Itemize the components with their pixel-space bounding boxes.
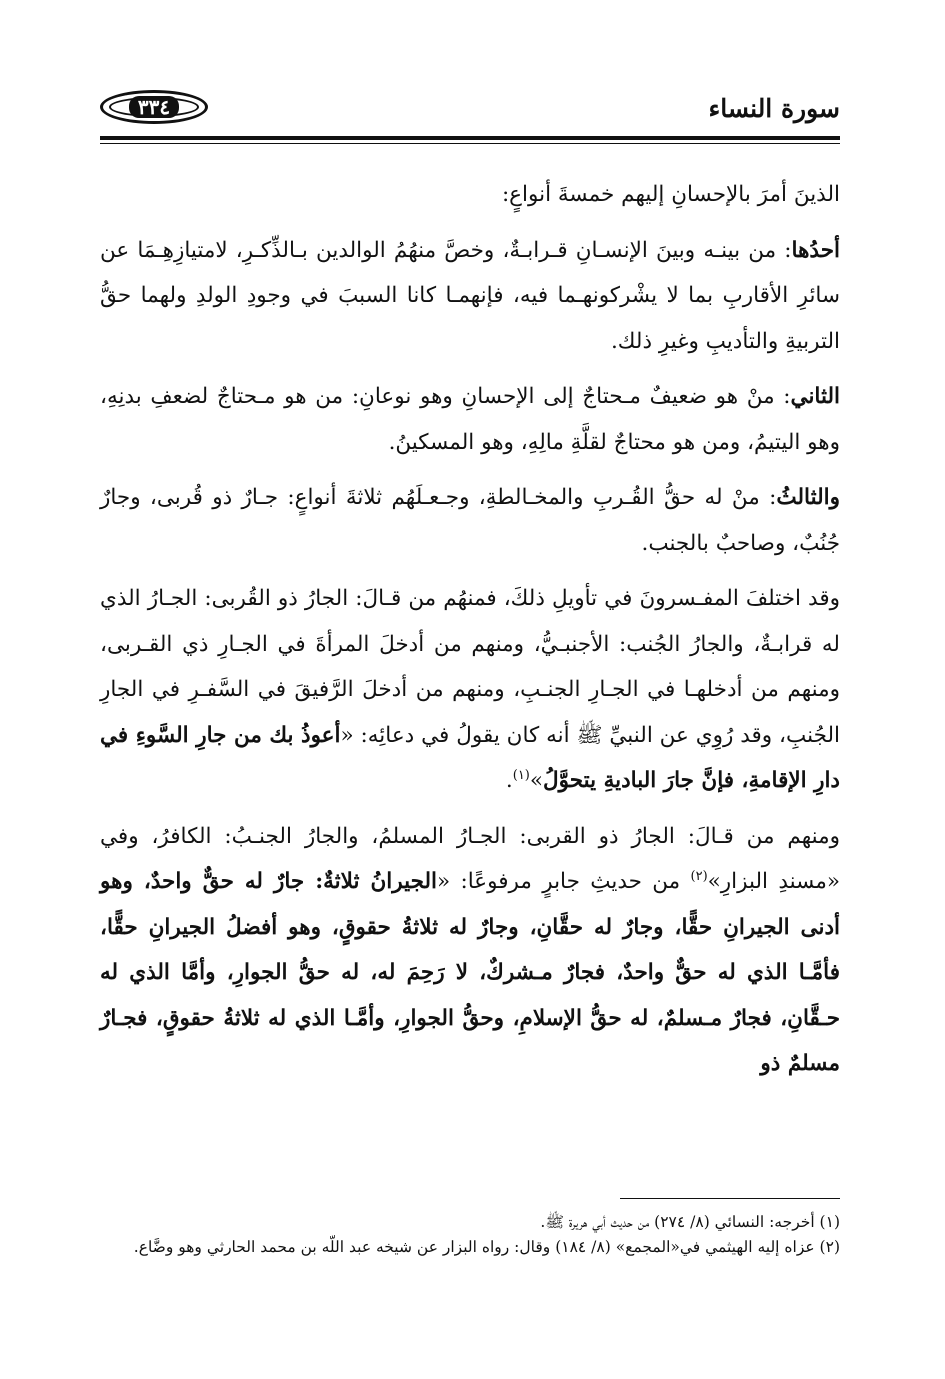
hadith-quote: الجيرانُ ثلاثةٌ: جارٌ له حقٌّ واحدٌ، وهو أدنى الجيرانِ حقًّا، وجارٌ له حقَّانِ، وجارٌ له ثلاثةُ حقوقٍ، وهو أفضلُ الجيرانِ حقًّا، فأمَّـا الذي له حقٌّ واحدٌ، فجارٌ مـشركٌ، لا رَحِمَ له، له حقُّ الجوارِ، وأمَّا الذي له حـقَّانِ، فجارٌ مـسلمٌ، له حقُّ الإسلامِ، وحقُّ الجوارِ، وأمَّـا الذي له ثلاثةُ حقوقٍ، فجـارٌ مسلمٌ ذو: [100, 869, 840, 1076]
running-title: سورة النساء: [708, 94, 840, 123]
page-number-ornament: [100, 90, 208, 124]
paragraph-text: وقد اختلفَ المفـسرونَ في تأويلِ ذلكَ، فمنهُم من قـالَ: الجارُ ذو القُربى: الجـارُ الذي له قرابـةٌ، والجارُ الجُنب: الأجنبـيُّ، ومنهم من أدخلَ المرأةَ في الجـارِ ذي القـربى، ومنهم من أدخلهـا في الجـارِ الجنـبِ، ومنهم من أدخلَ الرَّفيقَ في السَّفـرِ في الجارِ الجُنبِ، وقد رُوِي عن النبيِّ ﷺ أنه كان يقولُ في دعائِه: «: [100, 586, 840, 748]
header-rule-thick: [100, 136, 840, 140]
paragraph-second-type: [100, 374, 840, 465]
main-text: [100, 172, 840, 1097]
paragraph-text: : منْ هو ضعيفٌ مـحتاجٌ إلى الإحسانِ وهو نوعانِ: من هو مـحتاجٌ لضعفِ بدنِهِ، وهو اليتيمُ، ومن هو محتاجٌ لقلَّةِ مالِهِ، وهو المسكينُ.: [100, 384, 840, 455]
header-rule-thin: [100, 143, 840, 144]
paragraph-end: .: [505, 768, 513, 793]
paragraph-interpretation: [100, 576, 840, 804]
footnote-separator: [620, 1198, 840, 1199]
footnote-1: (١) أخرجه: النسائي (٨/ ٢٧٤) من حديث أبي هريرة ﷺ.: [540, 1213, 840, 1231]
page-number: ٣٣٤: [129, 96, 179, 118]
paragraph-text-cont: من حديثِ جابرٍ مرفوعًا: «: [436, 869, 691, 894]
hadith-quote: أعوذُ بك من جارِ السَّوءِ في دارِ الإقامةِ، فإنَّ جارَ الباديةِ يتحوَّلُ: [100, 722, 840, 793]
paragraph-other-view: [100, 814, 840, 1087]
footnote-ref-1[interactable]: (١): [512, 767, 530, 783]
footnote-2: (٢) عزاه إليه الهيثمي في«المجمع» (٨/ ١٨٤) وقال: رواه البزار عن شيخه عبد اللّه بن محمد الحارثي وهو وضَّاع.: [133, 1238, 840, 1256]
paragraph-lead: الثاني: [790, 384, 840, 409]
paragraph-third-type: [100, 475, 840, 566]
paragraph-text: ومنهم من قـالَ: الجارُ ذو القربى: الجـارُ المسلمُ، والجارُ الجنـبُ: الكافرُ، وفي «مسندِ البزارِ»: [100, 823, 840, 894]
paragraph-text: : منْ له حقُّ القُـربِ والمخـالطةِ، وجـعـلَهُم ثلاثةَ أنواعٍ: جـارٌ ذو قُربى، وجارٌ جُنُبٌ، وصاحبٌ بالجنب.: [100, 485, 840, 556]
paragraph-first-type: [100, 228, 840, 365]
paragraph-lead: والثالثُ: [776, 485, 840, 510]
page-header: [100, 88, 840, 132]
paragraph-text: : من بينـه وبينَ الإنسـانِ قـرابـةٌ، وخصَّ منهُمُ الوالدين بـالذِّكـرِ، لامتيازِهِـمَا عن سائرِ الأقاربِ بما لا يشْركونهـما فيه، فإنهمـا كانا السببَ في وجودِ الولدِ ولهما حقُّ التربيةِ والتأديبِ وغيرِ ذلك.: [100, 237, 840, 354]
intro-text: الذينَ أمرَ بالإحسانِ إليهم خمسةَ أنواعٍ:: [501, 182, 840, 207]
quote-close: »: [529, 768, 544, 793]
intro-paragraph: [100, 172, 840, 218]
footnotes: [100, 1210, 840, 1260]
footnote-ref-2[interactable]: (٢): [690, 868, 708, 884]
paragraph-lead: أحدُها: [791, 237, 840, 263]
